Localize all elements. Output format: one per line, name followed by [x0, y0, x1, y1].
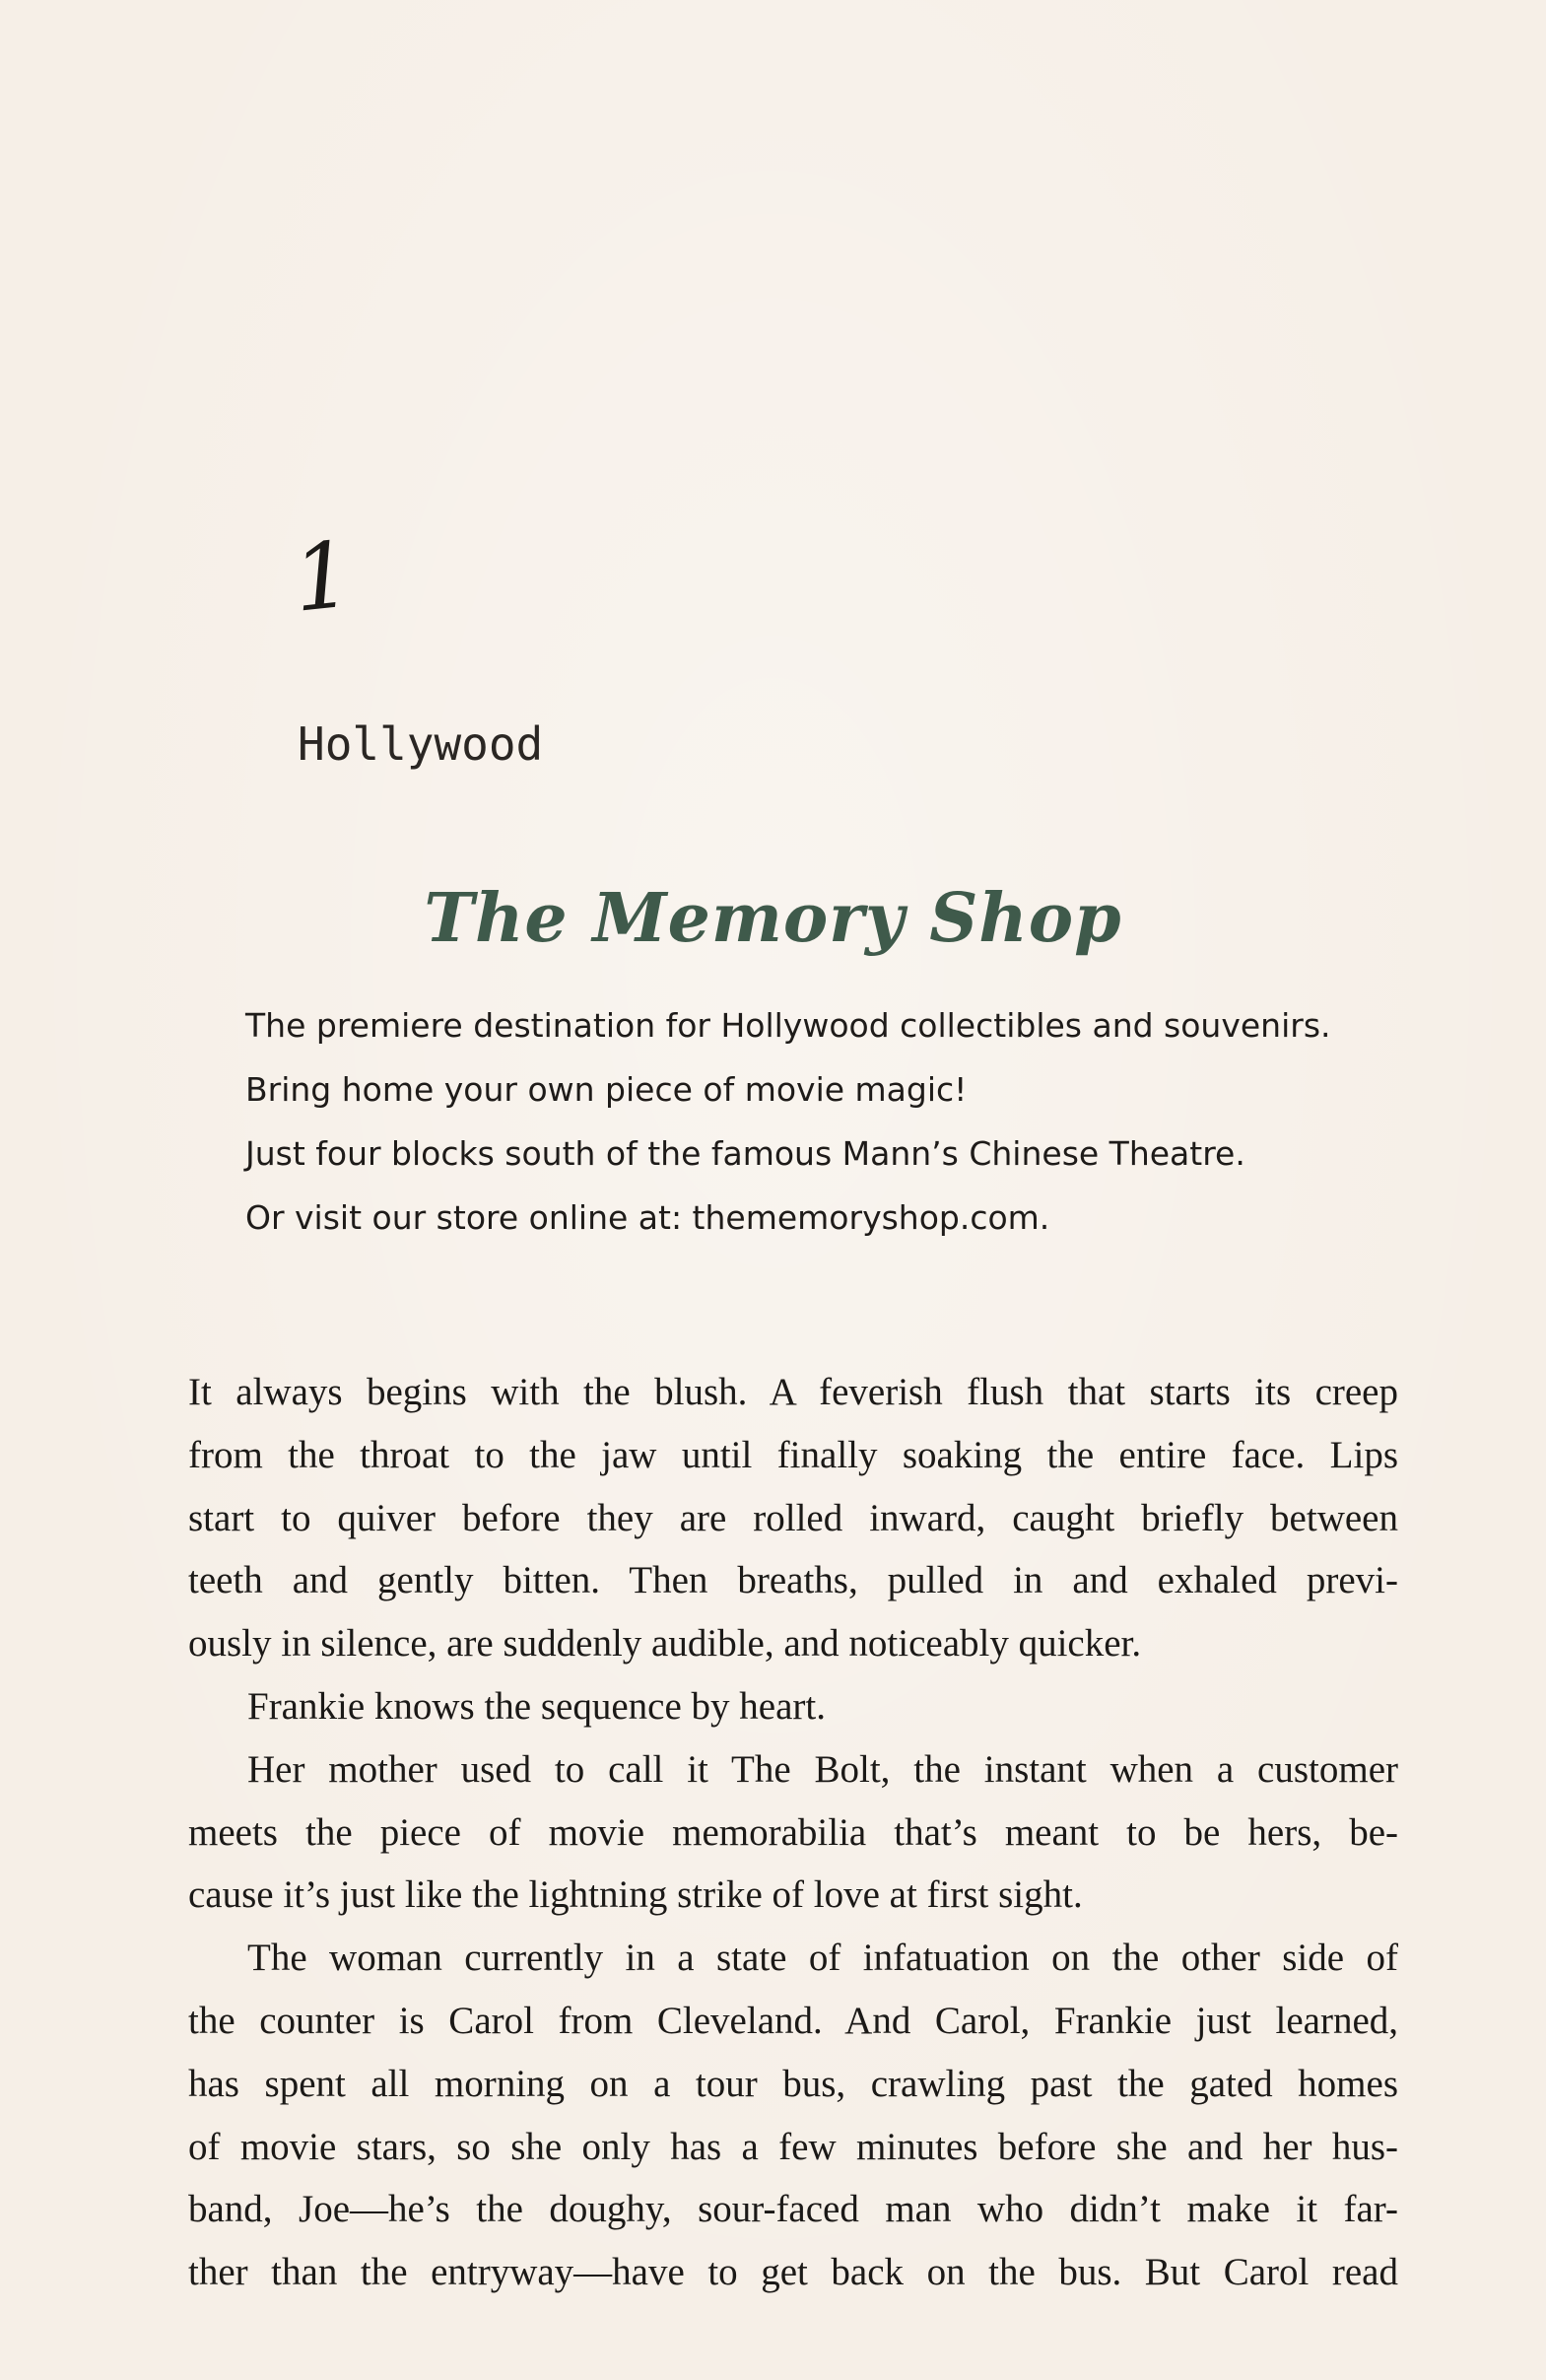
body-line: band, Joe—he’s the doughy, sour-faced man who didn’t make it far-	[188, 2188, 1398, 2231]
body-line: teeth and gently bitten. Then breaths, pulled in and exhaled previ-	[188, 1559, 1398, 1602]
body-line: of movie stars, so she only has a few minutes before she and her hus-	[188, 2125, 1398, 2168]
ad-line: Just four blocks south of the famous Mann’s Chinese Theatre.	[245, 1134, 1245, 1173]
body-line: ther than the entryway—have to get back on the bus. But Carol read	[188, 2251, 1398, 2294]
body-line: cause it’s just like the lightning strike of love at first sight.	[188, 1873, 1083, 1917]
chapter-number: 1	[288, 521, 357, 633]
body-line: Frankie knows the sequence by heart.	[247, 1684, 826, 1728]
ad-line: Or visit our store online at: thememoryshop.com.	[245, 1198, 1050, 1237]
ad-line: The premiere destination for Hollywood collectibles and souvenirs.	[245, 1006, 1331, 1045]
chapter-location: Hollywood	[298, 717, 544, 771]
ad-title: The Memory Shop	[424, 879, 1122, 958]
body-line: from the throat to the jaw until finally soaking the entire face. Lips	[188, 1433, 1398, 1476]
ad-text-block	[245, 993, 1388, 1250]
body-line: ously in silence, are suddenly audible, and noticeably quicker.	[188, 1622, 1142, 1666]
body-line: meets the piece of movie memorabilia that’s meant to be hers, be-	[188, 1810, 1398, 1854]
body-line: It always begins with the blush. A feverish flush that starts its creep	[188, 1371, 1398, 1413]
ad-line: Bring home your own piece of movie magic!	[245, 1070, 968, 1109]
body-line: has spent all morning on a tour bus, crawling past the gated homes	[188, 2062, 1398, 2105]
body-text	[188, 1361, 1398, 2304]
body-line: The woman currently in a state of infatuation on the other side of	[247, 1937, 1398, 1980]
body-line: Her mother used to call it The Bolt, the instant when a customer	[247, 1747, 1398, 1791]
body-line: the counter is Carol from Cleveland. And Carol, Frankie just learned,	[188, 1999, 1398, 2042]
body-line: start to quiver before they are rolled inward, caught briefly between	[188, 1496, 1398, 1539]
